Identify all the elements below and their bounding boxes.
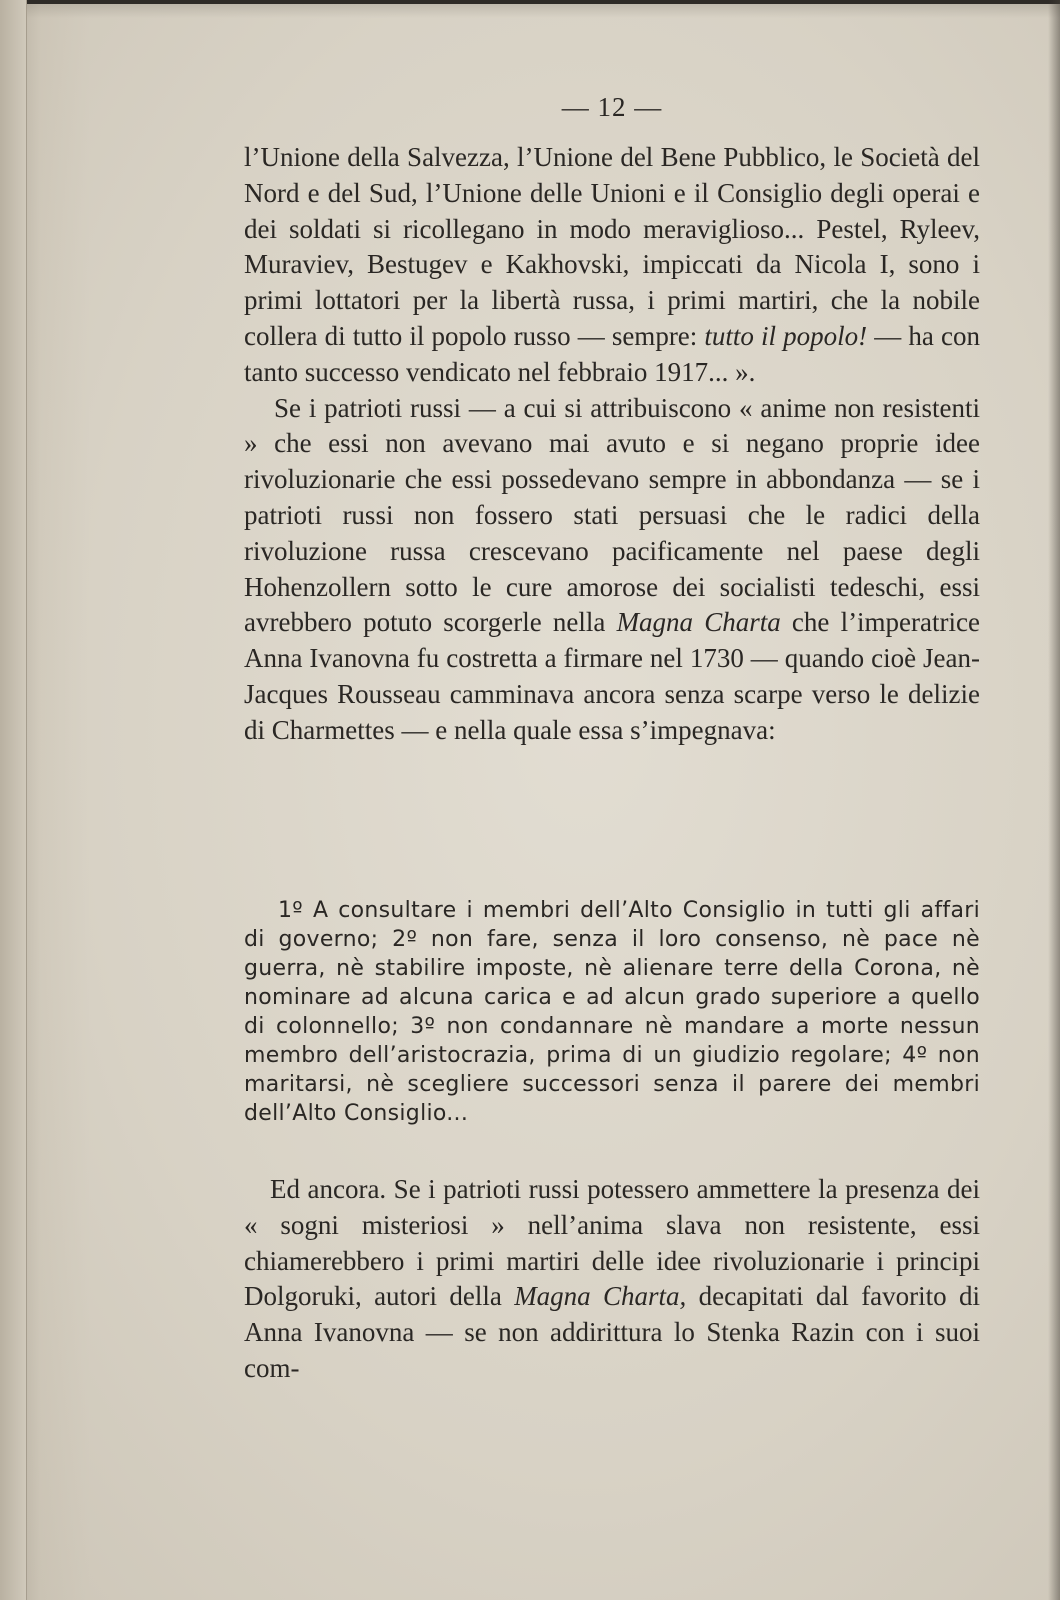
body-text-top	[244, 140, 980, 749]
page-right-edge	[1048, 0, 1060, 1600]
quoted-articles	[244, 896, 980, 1128]
paragraph-3-text-end: decapitati dal favorito di Anna Ivanovna — se non addirittura lo Stenka Razin con i suoi com-	[244, 1281, 980, 1383]
paragraph-2-italic: Magna Charta	[616, 607, 781, 638]
paragraph-1	[244, 140, 980, 391]
paragraph-2-text: Se i patrioti russi — a cui si attribuiscono « anime non resistenti » che essi non avevano mai avuto e si negano proprie idee rivoluzionarie che essi possedevano sempre in abbondanza — se i patrioti russi non fossero stati persuasi che le radici della rivoluzione russa crescevano pacificamente nel paese degli Hohenzollern sotto le cure amorose dei socialisti tedeschi, essi avrebbero potuto scorgerle nella	[244, 392, 980, 638]
paragraph-2-text-end: che l’imperatrice Anna Ivanovna fu costretta a firmare nel 1730 — quando cioè Jean-Jacques Rousseau camminava ancora senza scarpe verso le delizie di Charmettes — e nella quale essa s’impegnava:	[244, 607, 980, 745]
paragraph-1-text: l’Unione della Salvezza, l’Unione del Bene Pubblico, le Società del Nord e del Sud, l’Unione delle Unioni e il Consiglio degli operai e dei soldati si ricollegano in modo meraviglioso... Pestel, Ryleev, Muraviev, Bestugev e Kakhovski, impiccati da Nicola I, sono i primi lottatori per la libertà russa, i primi martiri, che la nobile collera di tutto il popolo russo — sempre:	[244, 142, 980, 351]
paragraph-3-italic: Magna Charta,	[514, 1281, 687, 1312]
page-top-edge	[0, 0, 1060, 4]
quoted-articles-text: 1º A consultare i membri dell’Alto Consiglio in tutti gli affari di governo; 2º non fare, senza il loro consenso, nè pace nè guerra, nè stabilire imposte, nè alienare terre della Corona, nè nominare ad alcuna carica e ad alcun grado superiore a quello di colonnello; 3º non condannare nè mandare a morte nessun membro dell’aristocrazia, prima di un giudizio regolare; 4º non maritarsi, nè scegliere successori senza il parere dei membri dell’Alto Consiglio...	[244, 898, 980, 1126]
paragraph-3-text: Ed ancora. Se i patrioti russi potessero ammettere la presenza dei « sogni misteriosi » nell’anima slava non resistente, essi chiamerebbero i primi martiri delle idee rivoluzionarie i principi Dolgoruki, autori della	[244, 1174, 980, 1312]
body-text-bottom	[244, 1172, 980, 1387]
paragraph-2	[244, 391, 980, 749]
paragraph-1-text-end: — ha con tanto successo vendicato nel febbraio 1917... ».	[244, 320, 981, 387]
page-number: — 12 —	[561, 92, 663, 122]
paragraph-1-italic: tutto il popolo!	[704, 320, 868, 351]
paragraph-3	[244, 1172, 980, 1387]
page-binding-edge	[0, 0, 27, 1600]
